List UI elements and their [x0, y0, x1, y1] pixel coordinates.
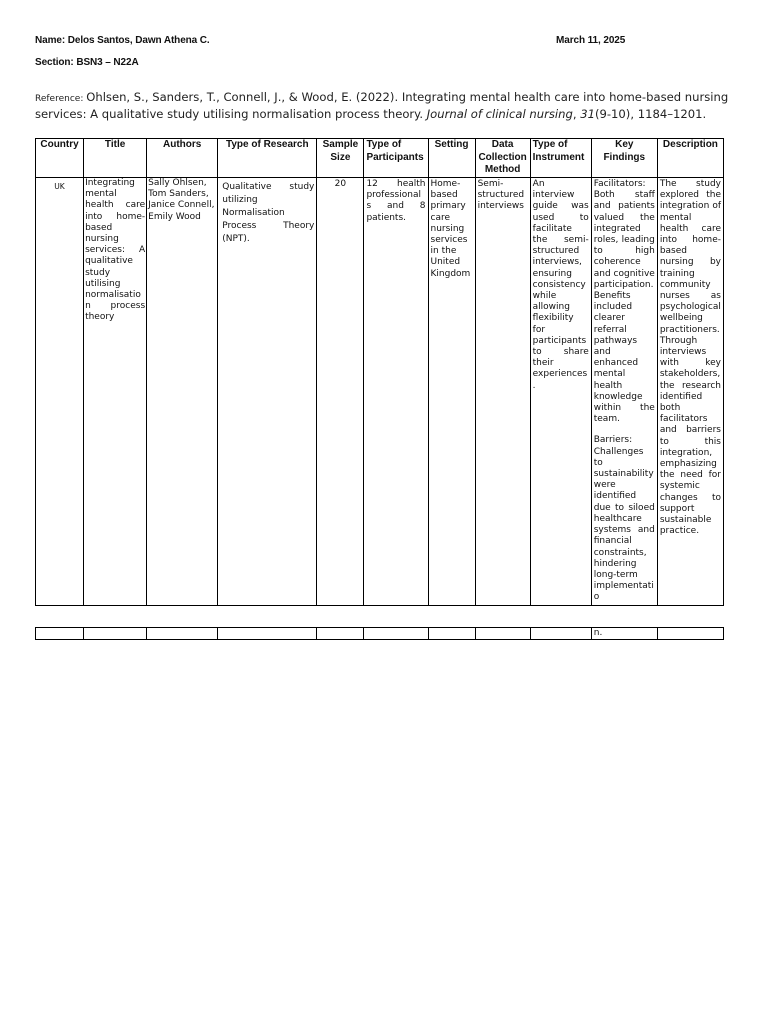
reference-label: Reference:	[35, 94, 87, 104]
cell-key-findings-continued: n.	[591, 628, 657, 640]
cell-country: UK	[36, 178, 84, 606]
empty-cell	[36, 628, 84, 640]
empty-cell	[317, 628, 364, 640]
table-row	[36, 628, 724, 640]
student-name: Name: Delos Santos, Dawn Athena C.	[35, 35, 210, 46]
empty-cell	[147, 628, 218, 640]
empty-cell	[657, 628, 723, 640]
journal-volume: 31	[580, 106, 595, 121]
cell-type-of-research: Qualitative study utilizing Normalisation Process Theory (NPT).	[218, 178, 317, 606]
journal-name: Journal of clinical nursing	[426, 106, 573, 121]
col-header-type-of-instrument: Type of Instrument	[530, 139, 591, 178]
document-date: March 11, 2025	[556, 35, 626, 46]
empty-cell	[475, 628, 530, 640]
col-header-sample-size: Sample Size	[317, 139, 364, 178]
empty-cell	[84, 628, 147, 640]
student-section: Section: BSN3 – N22A	[35, 57, 139, 68]
table-row	[36, 178, 724, 606]
cell-sample-size: 20	[317, 178, 364, 606]
cell-participants: 12 health professionals and 8 patients.	[364, 178, 428, 606]
col-header-authors: Authors	[147, 139, 218, 178]
cell-title: Integrating mental health care into home-based nursing services: A qualitative study utilising normalisation process theory	[84, 178, 147, 606]
reference-separator: ,	[572, 106, 581, 121]
col-header-country: Country	[36, 139, 84, 178]
col-header-type-of-research: Type of Research	[218, 139, 317, 178]
empty-cell	[428, 628, 475, 640]
cell-instrument: An interview guide was used to facilitate the semi-structured interviews, ensuring consistency while allowing flexibility for participants to share their experiences.	[530, 178, 591, 606]
empty-cell	[364, 628, 428, 640]
cell-description: The study explored the integration of mental health care into home-based nursing by training community nurses as psychological wellbeing practitioners. Through interviews with key stakeholders, the research identified both facilitators and barriers to this integration, emphasizing the need for systemic changes to support sustainable practice.	[657, 178, 723, 606]
col-header-description: Description	[657, 139, 723, 178]
empty-cell	[530, 628, 591, 640]
col-header-setting: Setting	[428, 139, 475, 178]
findings-barriers: Barriers: Challenges to sustainability were identified due to siloed healthcare systems and financial constraints, hindering long-term implementatio	[593, 435, 655, 603]
continuation-table	[35, 627, 724, 640]
cell-authors: Sally Ohlsen, Tom Sanders, Janice Connell, Emily Wood	[147, 178, 218, 606]
col-header-title: Title	[84, 139, 147, 178]
findings-facilitators: Facilitators: Both staff and patients valued the integrated roles, leading to high coherence and cognitive participation. Benefits included clearer referral pathways and enhanced mental health knowledge within the team.	[593, 179, 655, 425]
col-header-data-collection-method: Data Collection Method	[475, 139, 530, 178]
journal-pages: (9-10), 1184–1201.	[594, 106, 707, 121]
cell-setting: Home-based primary care nursing services in the United Kingdom	[428, 178, 475, 606]
col-header-key-findings: Key Findings	[591, 139, 657, 178]
cell-data-collection-method: Semi-structured interviews	[475, 178, 530, 606]
cell-key-findings	[591, 178, 657, 606]
research-matrix-table	[35, 138, 724, 606]
empty-cell	[218, 628, 317, 640]
table-header-row	[36, 139, 724, 178]
reference-text: Ohlsen, S., Sanders, T., Connell, J., & Wood, E. (2022). Integrating mental health care into home-based nursing services: A qualitative study utilising normalisation process theory.	[35, 90, 729, 121]
col-header-type-of-participants: Type of Participants	[364, 139, 428, 178]
reference-citation	[35, 90, 745, 121]
